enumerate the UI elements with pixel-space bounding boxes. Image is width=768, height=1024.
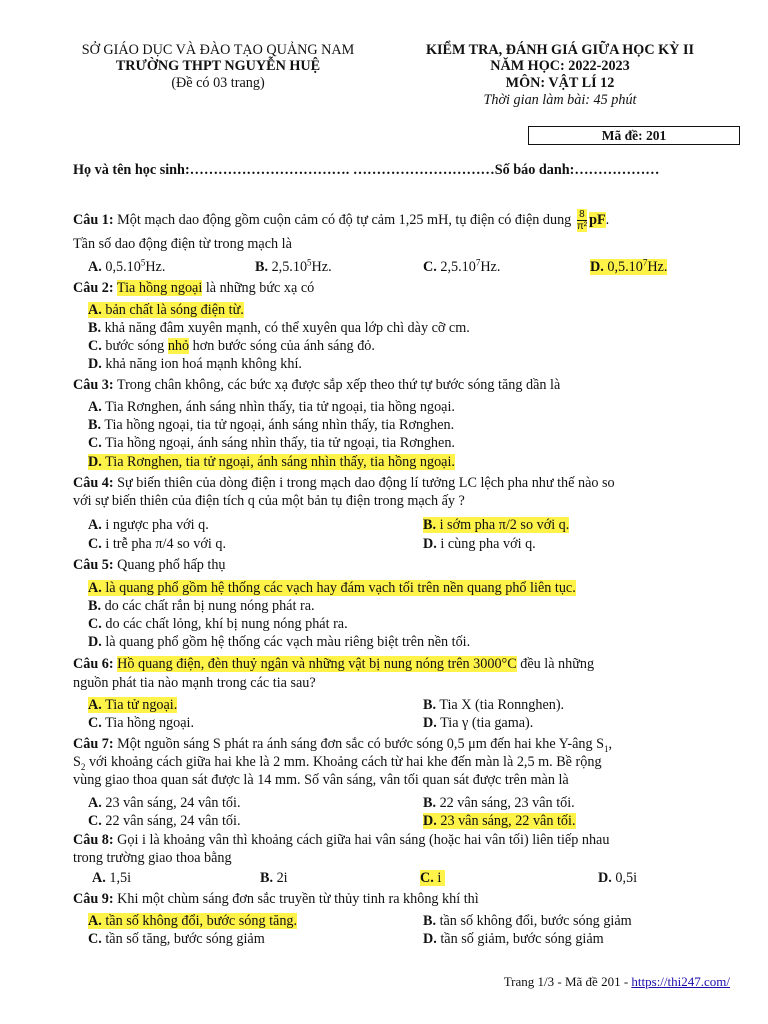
- q7-option-d[interactable]: [423, 812, 576, 830]
- q1-option-d[interactable]: [590, 258, 667, 276]
- option-label: D.: [590, 259, 604, 275]
- option-label: A.: [88, 517, 102, 533]
- subscript: 1: [604, 743, 609, 754]
- option-text: Tia hồng ngoại, tia tử ngoại, ánh sáng nhìn thấy, tia Rơnghen.: [104, 417, 455, 433]
- question-text: với khoảng cách giữa hai khe là 2 mm. Khoảng cách từ hai khe đến màn là 2,5 m. Bề rộng: [88, 754, 602, 770]
- subscript: 2: [80, 761, 86, 772]
- question-5: [73, 556, 226, 574]
- option-text: tần số không đổi, bước sóng giảm: [439, 913, 632, 929]
- school-year: NĂM HỌC: 2022-2023: [490, 58, 630, 74]
- option-label: C.: [88, 813, 102, 829]
- question-2: [73, 279, 314, 297]
- option-text: bước sóng: [105, 338, 165, 354]
- exponent: 5: [140, 257, 146, 268]
- subject: MÔN: VẬT LÍ 12: [505, 75, 615, 91]
- slit-symbol: S: [73, 754, 81, 770]
- option-text: Tia tử ngoại.: [105, 697, 178, 713]
- option-label: B.: [88, 320, 102, 336]
- question-label: Câu 9:: [73, 891, 114, 907]
- option-label: B.: [423, 517, 437, 533]
- question-label: Câu 6:: [73, 656, 114, 672]
- option-label: D.: [423, 536, 437, 552]
- question-label: Câu 1:: [73, 211, 114, 228]
- option-label: D.: [88, 356, 102, 372]
- question-7-cont: [73, 753, 602, 771]
- student-info-line: Họ và tên học sinh:……………………………. …………………………Số báo danh:………………: [73, 162, 660, 178]
- question-label: Câu 5:: [73, 557, 114, 573]
- option-text: i cùng pha với q.: [440, 536, 536, 552]
- q8-option-c[interactable]: [420, 869, 445, 887]
- question-label: Câu 4:: [73, 475, 114, 491]
- q7-option-c[interactable]: [88, 812, 241, 830]
- question-text: Khi một chùm sáng đơn sắc truyền từ thủy tinh ra không khí thì: [117, 891, 479, 907]
- option-label: C.: [88, 616, 102, 632]
- question-9: [73, 890, 479, 908]
- option-label: C.: [423, 259, 437, 275]
- option-text: 23 vân sáng, 24 vân tối.: [105, 795, 241, 811]
- option-label: C.: [88, 931, 102, 947]
- q8-option-b[interactable]: [260, 869, 288, 887]
- option-label: B.: [423, 913, 437, 929]
- q4-option-c[interactable]: [88, 535, 226, 553]
- footer-link[interactable]: https://thi247.com/: [631, 974, 730, 989]
- question-7-cont-2: vùng giao thoa quan sát được là 14 mm. Số vân sáng, vân tối quan sát được trên màn là: [73, 772, 569, 788]
- q5-option-c[interactable]: [88, 615, 348, 633]
- question-text: Trong chân không, các bức xạ được sắp xếp theo thứ tự bước sóng tăng dần là: [116, 377, 561, 393]
- question-text: Gọi i là khoảng vân thì khoảng cách giữa hai vân sáng (hoặc hai vân tối) liên tiếp nhau: [117, 832, 610, 848]
- option-label: D.: [88, 454, 102, 470]
- question-4-cont: với sự biến thiên của điện tích q của một bản tụ điện trong mạch ấy ?: [73, 493, 465, 509]
- option-label: D.: [598, 870, 612, 886]
- q9-option-b[interactable]: [423, 912, 632, 930]
- pages-note: (Đề có 03 trang): [171, 75, 265, 91]
- option-label: D.: [88, 634, 102, 650]
- option-label: A.: [88, 399, 102, 415]
- option-text: là quang phổ gồm hệ thống các vạch màu riêng biệt trên nền tối.: [105, 634, 471, 650]
- option-label: C.: [88, 435, 102, 451]
- exam-title: KIỂM TRA, ĐÁNH GIÁ GIỮA HỌC KỲ II: [425, 42, 694, 58]
- department-name: SỞ GIÁO DỤC VÀ ĐÀO TẠO QUẢNG NAM: [81, 42, 355, 58]
- option-text: do các chất rắn bị nung nóng phát ra.: [104, 598, 315, 614]
- question-label: Câu 7:: [73, 736, 114, 752]
- option-text: 0,5.10: [607, 259, 643, 275]
- q5-option-b[interactable]: [88, 597, 315, 615]
- option-text: 0,5i: [615, 870, 638, 886]
- highlighted-text: nhỏ: [167, 338, 190, 354]
- question-text: là những bức xạ có: [205, 280, 315, 296]
- question-8-cont: trong trường giao thoa bằng: [73, 850, 232, 866]
- q3-option-c[interactable]: [88, 434, 455, 452]
- q6-option-c[interactable]: [88, 714, 194, 732]
- option-text: do các chất lỏng, khí bị nung nóng phát ra.: [105, 616, 348, 632]
- q8-option-a[interactable]: [92, 869, 131, 887]
- question-3: [73, 376, 560, 394]
- fraction-numerator: 8: [577, 209, 587, 221]
- option-text: Hz.: [647, 259, 668, 275]
- q3-option-d[interactable]: [88, 453, 455, 471]
- q6-option-d[interactable]: [423, 714, 533, 732]
- option-text: 22 vân sáng, 23 vân tối.: [439, 795, 575, 811]
- question-1: Câu 1: Một mạch dao động gồm cuộn cảm có độ tự cảm 1,25 mH, tụ điện có điện dung $\frac{8}{\text{π²}}$ pF.: [73, 209, 610, 232]
- question-text: Một mạch dao động gồm cuộn cảm có độ tự cảm 1,25 mH, tụ điện có điện dung: [117, 211, 572, 228]
- q8-option-d[interactable]: [598, 869, 637, 887]
- option-label: A.: [88, 697, 102, 713]
- question-text: Sự biến thiên của dòng điện i trong mạch dao động lí tưởng LC lệch pha như thế nào so: [117, 475, 615, 491]
- option-text: khả năng đâm xuyên mạnh, có thể xuyên qua lớp chì dày cỡ cm.: [104, 320, 470, 336]
- option-text: tần số không đổi, bước sóng tăng.: [105, 913, 298, 929]
- option-text: i trễ pha π/4 so với q.: [105, 536, 227, 552]
- option-label: B.: [423, 697, 437, 713]
- question-4: [73, 474, 615, 492]
- q9-option-a[interactable]: [88, 912, 297, 930]
- option-label: A.: [88, 259, 102, 275]
- exponent: 7: [642, 257, 648, 268]
- option-text: Hz.: [145, 259, 166, 275]
- option-text: Tia hồng ngoại.: [105, 715, 195, 731]
- option-text: hơn bước sóng của ánh sáng đỏ.: [192, 338, 375, 354]
- option-text: tần số giảm, bước sóng giảm: [440, 931, 604, 947]
- option-label: C.: [88, 715, 102, 731]
- school-name: TRƯỜNG THPT NGUYỄN HUỆ: [115, 58, 321, 74]
- option-label: A.: [88, 580, 102, 596]
- option-text: Hz.: [311, 259, 332, 275]
- option-label: B.: [88, 417, 102, 433]
- option-label: D.: [423, 715, 437, 731]
- option-label: B.: [260, 870, 274, 886]
- q4-option-d[interactable]: [423, 535, 536, 553]
- q2-option-c[interactable]: [88, 337, 375, 355]
- question-6: [73, 655, 594, 673]
- option-label: B.: [88, 598, 102, 614]
- unit: pF: [589, 211, 606, 228]
- question-text: đều là những: [520, 656, 595, 672]
- question-6-cont: nguồn phát tia nào mạnh trong các tia sau?: [73, 675, 316, 691]
- q3-option-b[interactable]: [88, 416, 454, 434]
- option-text: khả năng ion hoá mạnh không khí.: [105, 356, 302, 372]
- capacitance-fraction: [577, 209, 587, 232]
- option-text: 2,5.10: [271, 259, 308, 275]
- option-text: Tia X (tia Ronnghen).: [439, 697, 565, 713]
- question-text: Một nguồn sáng S phát ra ánh sáng đơn sắc có bước sóng 0,5 μm đến hai khe Y-âng S: [117, 736, 605, 752]
- option-text: bản chất là sóng điện từ.: [105, 302, 244, 318]
- option-text: i ngược pha với q.: [105, 517, 209, 533]
- q1-option-b[interactable]: [255, 258, 332, 276]
- q1-option-c[interactable]: [423, 258, 500, 276]
- option-text: 23 vân sáng, 22 vân tối.: [440, 813, 576, 829]
- question-label: Câu 2:: [73, 280, 114, 296]
- q3-option-a[interactable]: [88, 398, 455, 416]
- option-text: Tia γ (tia gama).: [440, 715, 534, 731]
- option-label: A.: [88, 913, 102, 929]
- option-text: là quang phổ gồm hệ thống các vạch hay đám vạch tối trên nền quang phổ liên tục.: [105, 580, 576, 596]
- q2-option-a[interactable]: [88, 301, 244, 319]
- question-label: Câu 3:: [73, 377, 114, 393]
- option-text: Tia hồng ngoại, ánh sáng nhìn thấy, tia tử ngoại, tia Rơnghen.: [105, 435, 455, 451]
- footer-text: Trang 1/3 - Mã đề 201 -: [503, 974, 629, 989]
- option-label: B.: [255, 259, 269, 275]
- option-label: C.: [88, 338, 102, 354]
- q6-option-a[interactable]: [88, 696, 177, 714]
- option-text: tần số tăng, bước sóng giảm: [105, 931, 265, 947]
- q6-option-b[interactable]: [423, 696, 564, 714]
- option-label: D.: [423, 931, 437, 947]
- highlighted-text: Hồ quang điện, đèn thuỷ ngân và những vật bị nung nóng trên 3000°C: [117, 656, 517, 672]
- q5-option-d[interactable]: [88, 633, 470, 651]
- q9-option-d[interactable]: [423, 930, 604, 948]
- option-label: B.: [423, 795, 437, 811]
- option-text: Tia Rơnghen, ánh sáng nhìn thấy, tia tử ngoại, tia hồng ngoại.: [105, 399, 455, 415]
- question-1-cont: Tần số dao động điện từ trong mạch là: [73, 236, 292, 252]
- question-8: [73, 831, 609, 849]
- question-label: Câu 8:: [73, 832, 114, 848]
- q5-option-a[interactable]: [88, 579, 576, 597]
- option-text: 22 vân sáng, 24 vân tối.: [105, 813, 241, 829]
- q9-option-c[interactable]: [88, 930, 265, 948]
- q1-option-a[interactable]: [88, 258, 165, 276]
- page-footer: [504, 974, 730, 990]
- time-limit: Thời gian làm bài: 45 phút: [483, 92, 637, 108]
- option-text: 1,5i: [109, 870, 132, 886]
- option-text: i sớm pha π/2 so với q.: [439, 517, 570, 533]
- punctuation: ,: [608, 736, 613, 752]
- option-label: C.: [88, 536, 102, 552]
- q4-option-b[interactable]: [423, 516, 569, 534]
- q2-option-d[interactable]: [88, 355, 302, 373]
- question-7: [73, 735, 612, 753]
- option-label: A.: [88, 302, 102, 318]
- option-text: i: [437, 870, 442, 886]
- option-text: 2,5.10: [440, 259, 476, 275]
- q2-option-b[interactable]: [88, 319, 470, 337]
- option-label: C.: [420, 870, 434, 886]
- option-text: 2i: [276, 870, 288, 886]
- option-text: 0,5.10: [105, 259, 141, 275]
- exponent: 7: [475, 257, 481, 268]
- fraction-denominator: π²: [576, 221, 588, 232]
- q7-option-b[interactable]: [423, 794, 575, 812]
- question-text: Quang phổ hấp thụ: [117, 557, 226, 573]
- exponent: 5: [307, 257, 312, 268]
- q7-option-a[interactable]: [88, 794, 241, 812]
- q4-option-a[interactable]: [88, 516, 209, 534]
- option-label: D.: [423, 813, 437, 829]
- exam-code-box: Mã đề: 201: [528, 126, 740, 145]
- option-text: Tia Rơnghen, tia tử ngoại, ánh sáng nhìn thấy, tia hồng ngoại.: [105, 454, 455, 470]
- option-label: A.: [92, 870, 106, 886]
- option-label: A.: [88, 795, 102, 811]
- highlighted-text: Tia hồng ngoại: [116, 280, 203, 296]
- option-text: Hz.: [480, 259, 501, 275]
